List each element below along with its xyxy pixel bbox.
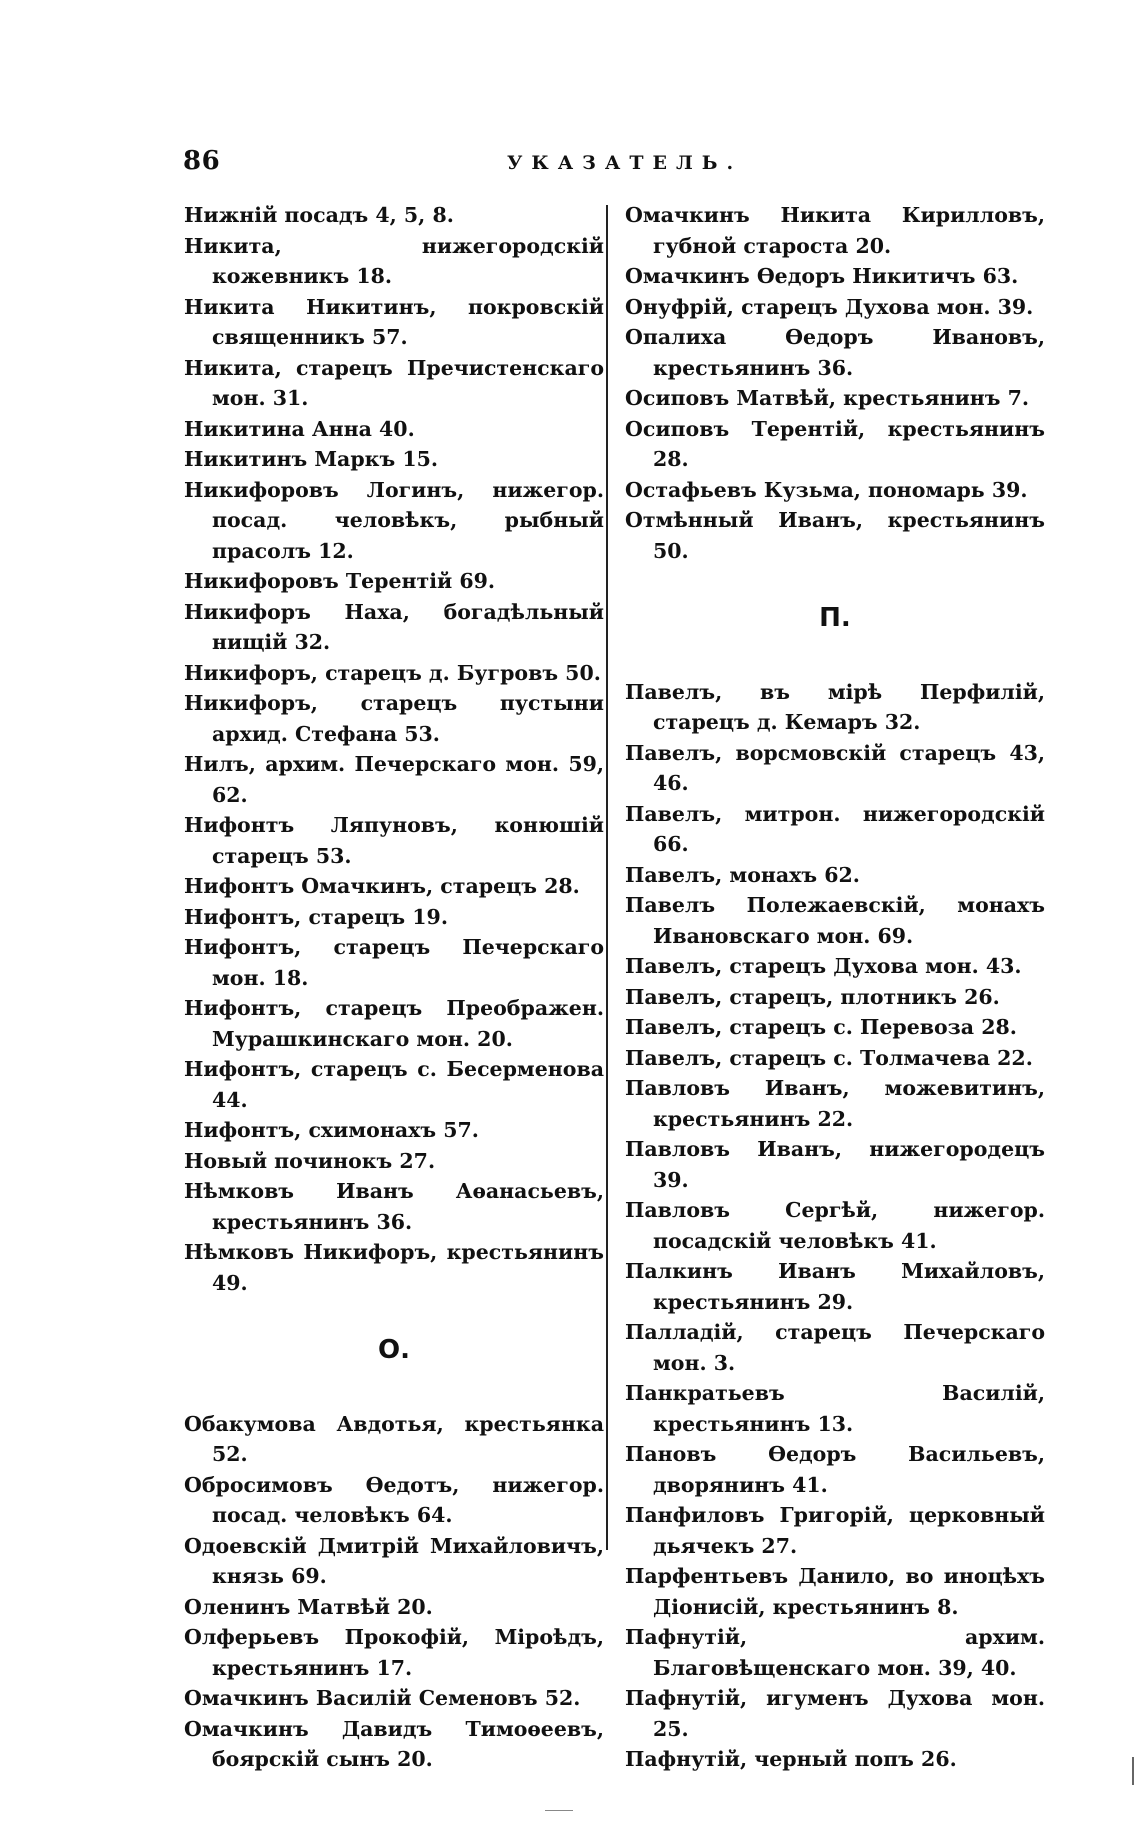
index-entry: Нѣмковъ Никифоръ, крестьянинъ 49.: [184, 1240, 604, 1295]
index-entry: Никита Никитинъ, покровскій священникъ 57.: [184, 294, 604, 349]
index-entry: Павелъ, старецъ, плотникъ 26.: [625, 984, 1000, 1009]
index-entry: Панкратьевъ Василій, крестьянинъ 13.: [625, 1381, 1045, 1436]
index-entry: Нифонтъ, старецъ Печерскаго мон. 18.: [184, 935, 604, 990]
index-entry: Обакумова Авдотья, крестьянка 52.: [184, 1411, 604, 1466]
right-column: [625, 200, 1045, 1775]
index-entry: Павелъ, митрон. нижегородскій 66.: [625, 801, 1045, 856]
index-entry: Павловъ Иванъ, нижегородецъ 39.: [625, 1137, 1045, 1192]
index-entry: Павелъ, въ мірѣ Перфилій, старецъ д. Кемаръ 32.: [625, 679, 1045, 734]
index-entry: Пафнутій, черный попъ 26.: [625, 1747, 957, 1771]
index-entry: Нифонтъ, старецъ с. Бесерменова 44.: [184, 1057, 604, 1112]
index-entry: Никита, нижегородскій кожевникъ 18.: [184, 233, 604, 288]
index-entry: Новый починокъ 27.: [184, 1148, 436, 1173]
index-entry: Никифоровъ Логинъ, нижегор. посад. человѣкъ, рыбный прасолъ 12.: [184, 477, 604, 563]
index-entry: Обросимовъ Ѳедотъ, нижегор. посад. человѣкъ 64.: [184, 1472, 604, 1527]
index-entry: Онуфрій, старецъ Духова мон. 39.: [625, 294, 1034, 319]
index-entry: Никифоръ Наха, богадѣльный нищій 32.: [184, 599, 604, 654]
section-letter-o: О.: [378, 1335, 410, 1365]
index-entry: Нижній посадъ 4, 5, 8.: [184, 203, 454, 227]
index-entry: Павловъ Иванъ, можевитинъ, крестьянинъ 22.: [625, 1076, 1045, 1131]
index-entry: Отмѣнный Иванъ, крестьянинъ 50.: [625, 508, 1045, 563]
running-title: УКАЗАТЕЛЬ.: [507, 152, 743, 174]
scan-mark-bottom: [545, 1810, 573, 1811]
index-entry: Омачкинъ Давидъ Тимоѳеевъ, боярскій сынъ 20.: [184, 1716, 604, 1771]
index-entry: Павелъ, старецъ с. Перевоза 28.: [625, 1015, 1017, 1039]
index-entry: Пафнутій, архим. Благовѣщенскаго мон. 39, 40.: [625, 1625, 1045, 1680]
index-entry: Никита, старецъ Пречистенскаго мон. 31.: [184, 355, 604, 410]
index-entry: Нѣмковъ Иванъ Аѳанасьевъ, крестьянинъ 36.: [184, 1179, 604, 1234]
index-entry: Остафьевъ Кузьма, пономарь 39.: [625, 477, 1028, 502]
index-entry: Павелъ, старецъ Духова мон. 43.: [625, 954, 1022, 978]
index-entry: Одоевскій Дмитрій Михайловичъ, князь 69.: [184, 1533, 604, 1588]
left-column: [184, 200, 604, 1775]
page-number: 86: [183, 146, 221, 176]
index-entry: Нифонтъ, схимонахъ 57.: [184, 1118, 479, 1142]
index-entry: Никифоръ, старецъ пустыни архид. Стефана 53.: [184, 691, 604, 746]
index-entry: Пафнутій, игуменъ Духова мон. 25.: [625, 1686, 1045, 1741]
index-entry: Пановъ Ѳедоръ Васильевъ, дворянинъ 41.: [625, 1442, 1045, 1497]
index-entry: Нилъ, архим. Печерскаго мон. 59, 62.: [184, 752, 604, 807]
section-n-entries: [184, 200, 604, 1298]
index-entry: Никифоровъ Терентій 69.: [184, 569, 496, 593]
index-entry: Олферьевъ Прокофій, Міроѣдъ, крестьянинъ 17.: [184, 1625, 604, 1680]
index-entry: Нифонтъ Омачкинъ, старецъ 28.: [184, 874, 580, 898]
index-entry: Павелъ, монахъ 62.: [625, 862, 860, 887]
index-entry: Палкинъ Иванъ Михайловъ, крестьянинъ 29.: [625, 1259, 1045, 1314]
index-entry: Павелъ, ворсмовскій старецъ 43, 46.: [625, 740, 1045, 795]
index-entry: Нифонтъ, старецъ 19.: [184, 904, 448, 929]
section-o-entries: [184, 1409, 604, 1775]
section-o-continued-entries: [625, 200, 1045, 566]
index-entry: Павелъ, старецъ с. Толмачева 22.: [625, 1045, 1033, 1070]
index-entry: Никифоръ, старецъ д. Бугровъ 50.: [184, 660, 601, 685]
index-entry: Палладій, старецъ Печерскаго мон. 3.: [625, 1320, 1045, 1375]
index-entry: Осиповъ Терентій, крестьянинъ 28.: [625, 416, 1045, 471]
index-entry: Павловъ Сергѣй, нижегор. посадскій человѣкъ 41.: [625, 1198, 1045, 1253]
index-entry: Опалиха Ѳедоръ Ивановъ, крестьянинъ 36.: [625, 325, 1045, 380]
index-entry: Павелъ Полежаевскій, монахъ Ивановскаго мон. 69.: [625, 893, 1045, 948]
index-entry: Омачкинъ Василій Семеновъ 52.: [184, 1686, 581, 1710]
index-entry: Нифонтъ, старецъ Преображен. Мурашкинскаго мон. 20.: [184, 996, 604, 1051]
section-letter-p: П.: [819, 603, 851, 633]
scan-mark-right: [1132, 1757, 1134, 1785]
index-entry: Омачкинъ Никита Кирилловъ, губной староста 20.: [625, 203, 1045, 258]
index-entry: Панфиловъ Григорій, церковный дьячекъ 27.: [625, 1503, 1045, 1558]
index-entry: Никитина Анна 40.: [184, 416, 415, 441]
index-entry: Омачкинъ Ѳедоръ Никитичъ 63.: [625, 264, 1019, 288]
index-entry: Никитинъ Маркъ 15.: [184, 447, 438, 471]
index-entry: Нифонтъ Ляпуновъ, конюшій старецъ 53.: [184, 813, 604, 868]
column-divider: [606, 205, 608, 1550]
section-p-entries: [625, 677, 1045, 1775]
index-entry: Осиповъ Матвѣй, крестьянинъ 7.: [625, 386, 1030, 410]
index-entry: Парфентьевъ Данило, во иноцѣхъ Діонисій, крестьянинъ 8.: [625, 1564, 1045, 1619]
index-entry: Оленинъ Матвѣй 20.: [184, 1594, 433, 1619]
